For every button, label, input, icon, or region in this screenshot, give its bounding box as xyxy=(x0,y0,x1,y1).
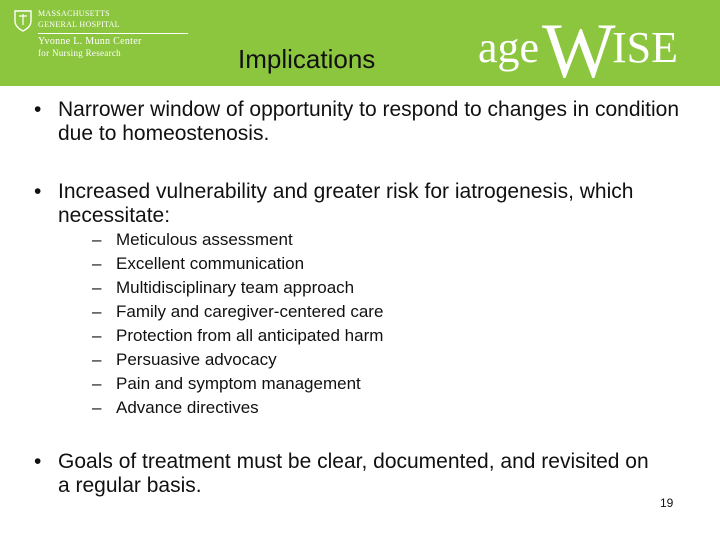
header-bar xyxy=(0,0,720,94)
sub-item-text: Excellent communication xyxy=(116,254,305,273)
hospital-name xyxy=(38,8,188,58)
bullet-marker: • xyxy=(34,98,42,121)
dash-marker: – xyxy=(92,374,102,393)
dash-marker: – xyxy=(92,398,102,417)
page-number: 19 xyxy=(660,496,674,510)
sub-list-item xyxy=(92,252,383,276)
dash-marker: – xyxy=(92,326,102,345)
sub-list-item xyxy=(92,228,383,252)
brand-part-age: age xyxy=(478,23,540,72)
dash-marker: – xyxy=(92,230,102,249)
bullet-text-3: Goals of treatment must be clear, documented, and revisited on a regular basis. xyxy=(58,450,649,497)
dash-marker: – xyxy=(92,254,102,273)
hospital-logo xyxy=(12,6,182,66)
brand-part-ise: ISE xyxy=(612,23,678,72)
bullet-marker: • xyxy=(34,180,42,203)
sub-item-text: Meticulous assessment xyxy=(116,230,293,249)
brand-part-w: W xyxy=(542,7,612,94)
sub-item-text: Persuasive advocacy xyxy=(116,350,277,369)
org-line-4: for Nursing Research xyxy=(38,48,121,58)
agewise-logo xyxy=(470,7,700,94)
dash-marker: – xyxy=(92,302,102,321)
sub-list-item xyxy=(92,372,383,396)
bullet-item-2 xyxy=(34,180,698,228)
sub-item-text: Multidisciplinary team approach xyxy=(116,278,355,297)
sub-list-item xyxy=(92,300,383,324)
sub-list-item xyxy=(92,348,383,372)
divider xyxy=(38,33,188,34)
sub-item-text: Advance directives xyxy=(116,398,259,417)
sub-list-item xyxy=(92,396,383,420)
shield-icon xyxy=(14,10,32,32)
bullet-item-1 xyxy=(34,98,698,146)
org-line-1: MASSACHUSETTS xyxy=(38,9,110,18)
org-line-3: Yvonne L. Munn Center xyxy=(38,36,142,47)
sub-item-text: Pain and symptom management xyxy=(116,374,361,393)
bullet-item-3 xyxy=(34,450,658,498)
org-line-2: GENERAL HOSPITAL xyxy=(38,20,120,29)
slide-title: Implications xyxy=(238,44,376,74)
sub-item-text: Family and caregiver-centered care xyxy=(116,302,384,321)
sub-item-text: Protection from all anticipated harm xyxy=(116,326,384,345)
dash-marker: – xyxy=(92,350,102,369)
sub-list-item xyxy=(92,324,383,348)
sub-list xyxy=(92,228,383,420)
sub-list-item xyxy=(92,276,383,300)
bullet-marker: • xyxy=(34,450,42,473)
dash-marker: – xyxy=(92,278,102,297)
bullet-text-2: Increased vulnerability and greater risk for iatrogenesis, which necessitate: xyxy=(58,180,634,227)
bullet-text-1: Narrower window of opportunity to respond to changes in condition due to homeostenosis. xyxy=(58,98,680,145)
